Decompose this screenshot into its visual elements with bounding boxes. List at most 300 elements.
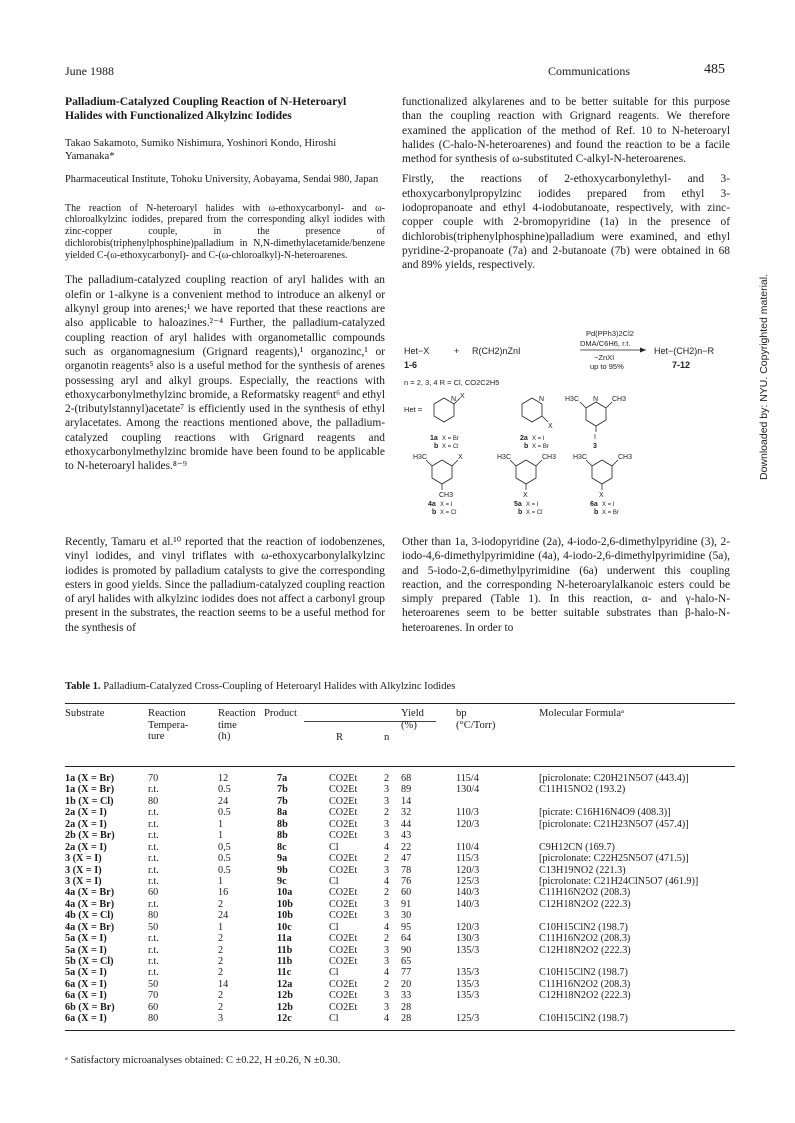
cell-substrate: 2b (X = Br)	[65, 830, 115, 842]
structure-5	[510, 460, 542, 490]
cell-time: 0,5	[218, 841, 231, 853]
cell-product: 9c	[277, 875, 287, 887]
article-abstract: The reaction of N-heteroaryl halides with ω-ethoxycarbonyl- and ω-chloroalkylzinc iodides, prepared from the corresponding alkyl iodides with zinc-copper couple, in the presence of dichlorobis(triphenylphosphine)palladium in N,N-dimethylacetamide/benzene yielded C-(ω-ethoxycarbonyl)- and C-(ω-chloroalkyl)-N-heteroarenes.	[65, 202, 385, 261]
structure-3	[580, 402, 612, 432]
cell-substrate: 5b (X = Cl)	[65, 956, 114, 967]
cell-time: 3	[218, 1013, 224, 1025]
table-row	[65, 887, 735, 898]
cell-n: 2	[384, 887, 390, 899]
cell-n: 3	[384, 956, 390, 967]
cell-r: CO2Et	[329, 795, 358, 807]
cell-bp: 115/3	[456, 853, 479, 865]
cell-time: 2	[218, 956, 224, 967]
cell-yield: 47	[401, 853, 412, 865]
cell-product: 10b	[277, 910, 293, 922]
cell-n: 3	[384, 795, 390, 807]
cell-r: Cl	[329, 1013, 339, 1025]
th-time	[218, 708, 256, 743]
cell-yield: 95	[401, 921, 412, 933]
th-time-line2: time	[218, 719, 237, 731]
cell-n: 3	[384, 944, 390, 956]
compound-sub: X = Br	[442, 436, 459, 442]
compound-label: b	[524, 443, 529, 450]
cell-formula: C12H18N2O2 (222.3)	[539, 898, 631, 910]
cell-formula: C10H15ClN2 (198.7)	[539, 1013, 628, 1025]
cell-product: 10b	[277, 898, 293, 910]
scheme-catalyst: Pd(PPh3)2Cl2	[586, 329, 634, 338]
compound-label: 2a	[520, 435, 528, 442]
cell-bp: 125/3	[456, 875, 480, 887]
table-bottom-rule	[65, 1030, 735, 1031]
body-paragraph: Firstly, the reactions of 2-ethoxycarbonylethyl- and 3-ethoxycarbonylpropylzinc iodides prepared from ethyl 3-iodopropanoate and ethyl 4-iodobutanoate, respectively, with zinc-copper couple with 2-bromopyridine (1a) in the presence of dichlorobis(triphenylphosphine)palladium were examined, and ethyl pyridine-2-propanoate (7a) and 2-butanoate (7b) were obtained in 68 and 89% yields, respectively.	[402, 173, 730, 272]
cell-time: 2	[218, 1001, 224, 1013]
cell-product: 7a	[277, 773, 288, 784]
th-temp-line2: Tempera-	[148, 719, 189, 731]
cell-formula: [picrolonate: C20H21N5O7 (443.4)]	[539, 773, 689, 784]
cell-r: Cl	[329, 875, 339, 887]
article-affiliation: Pharmaceutical Institute, Tohoku University, Aobayama, Sendai 980, Japan	[65, 174, 379, 185]
cell-r: CO2Et	[329, 830, 358, 842]
scheme-label-product: 7-12	[672, 360, 691, 370]
scheme-byproduct: −ZnXI	[594, 353, 615, 362]
cell-r: CO2Et	[329, 818, 358, 830]
cell-substrate: 6a (X = I)	[65, 990, 107, 1002]
th-bp-line2: (°C/Torr)	[456, 719, 496, 731]
cell-temperature: r.t.	[148, 841, 159, 853]
cell-temperature: 80	[148, 795, 159, 807]
cell-yield: 33	[401, 990, 412, 1002]
cell-time: 0.5	[218, 784, 231, 796]
compound-sub: X = I	[532, 436, 545, 442]
cell-time: 1	[218, 818, 224, 830]
page-number: 485	[704, 62, 725, 77]
cell-r: CO2Et	[329, 773, 358, 784]
atom-label: N	[451, 396, 457, 403]
cell-bp: 140/3	[456, 898, 480, 910]
table-row	[65, 922, 735, 933]
cell-product: 7b	[277, 784, 288, 796]
cell-temperature: 50	[148, 978, 159, 990]
cell-temperature: 70	[148, 773, 159, 784]
cell-bp: 130/4	[456, 784, 480, 796]
cell-product: 12b	[277, 1001, 293, 1013]
compound-label: 1a	[430, 435, 438, 442]
cell-time: 1	[218, 875, 224, 887]
cell-r: CO2Et	[329, 807, 358, 819]
cell-yield: 28	[401, 1001, 412, 1013]
compound-label: b	[432, 509, 437, 516]
structure-1	[434, 398, 460, 422]
th-temp-line3: ture	[148, 731, 165, 742]
cell-r: CO2Et	[329, 944, 358, 956]
atom-label: I	[594, 434, 596, 441]
cell-yield: 28	[401, 1013, 412, 1025]
compound-label: 6a	[590, 501, 598, 508]
cell-n: 4	[384, 841, 390, 853]
cell-time: 14	[218, 978, 229, 990]
cell-substrate: 3 (X = I)	[65, 853, 102, 865]
cell-formula: C10H15ClN2 (198.7)	[539, 967, 628, 979]
th-substrate: Substrate	[65, 708, 105, 719]
table-footnote: ᵃ Satisfactory microanalyses obtained: C ±0.22, H ±0.26, N ±0.30.	[65, 1055, 341, 1066]
cell-r: CO2Et	[329, 784, 358, 796]
cell-n: 2	[384, 933, 390, 945]
reaction-scheme	[402, 329, 732, 525]
cell-r: CO2Et	[329, 1001, 358, 1013]
table-row	[65, 853, 735, 864]
article-title: Palladium-Catalyzed Coupling Reaction of N-Heteroaryl Halides with Functionalized Alkylzinc Iodides	[65, 95, 347, 122]
cell-time: 12	[218, 773, 229, 784]
cell-time: 2	[218, 944, 224, 956]
table-row	[65, 1002, 735, 1013]
atom-label: H3C	[413, 454, 428, 461]
th-n: n	[384, 732, 390, 743]
cell-n: 3	[384, 818, 390, 830]
body-paragraph: Recently, Tamaru et al.¹⁰ reported that the reaction of iodobenzenes, vinyl iodides, and vinyl triflates with ω-ethoxycarbonylalkylzinc iodides is promoted by palladium catalysts to give the corresponding esters in good yields. Since the palladium-catalyzed coupling reaction of aryl halides with alkylzinc iodides does not affect a carbonyl group present in the substrates, the reaction seems to be a useful method for the synthesis of	[65, 536, 385, 634]
scheme-label-reactant: 1-6	[404, 360, 418, 370]
cell-substrate: 5a (X = I)	[65, 944, 107, 956]
cell-n: 3	[384, 898, 390, 910]
th-yield-line2: (%)	[401, 719, 417, 731]
cell-formula: C9H12CN (169.7)	[539, 841, 615, 853]
cell-product: 12a	[277, 978, 293, 990]
cell-substrate: 1a (X = Br)	[65, 784, 115, 796]
cell-r: CO2Et	[329, 910, 358, 922]
cell-yield: 68	[401, 773, 412, 784]
cell-substrate: 3 (X = I)	[65, 875, 102, 887]
compound-label: 5a	[514, 501, 522, 508]
cell-bp: 125/3	[456, 1013, 480, 1025]
cell-yield: 60	[401, 887, 412, 899]
th-r: R	[336, 732, 344, 743]
cell-yield: 76	[401, 875, 412, 887]
cell-n: 4	[384, 875, 390, 887]
compound-sub: X = I	[602, 502, 615, 508]
cell-n: 3	[384, 784, 390, 796]
cell-bp: 110/4	[456, 841, 479, 853]
th-bp	[456, 708, 495, 731]
cell-temperature: 70	[148, 990, 159, 1002]
cell-bp: 135/3	[456, 944, 480, 956]
body-paragraph: Other than 1a, 3-iodopyridine (2a), 4-iodo-2,6-dimethylpyridine (3), 2-iodo-4,6-dimethylpyrimidine (4a), 4-iodo-2,6-dimethylpyrimidine (5a), and 5-iodo-2,6-dimethylpyrimidine (6a) underwent this coupling reaction, and the corresponding N-heteroarylalkanoic esters could be simply prepared (Table 1). In this reaction, α- and γ-halo-N-heteroarenes seem to be better suitable substrates than β-halo-N-heteroarenes. In order to	[402, 536, 730, 634]
cell-product: 11b	[277, 944, 293, 956]
cell-temperature: r.t.	[148, 875, 159, 887]
compound-sub: X = Cl	[440, 510, 457, 516]
table-row	[65, 773, 735, 784]
cell-time: 0.5	[218, 864, 231, 876]
cell-yield: 90	[401, 944, 412, 956]
cell-bp: 120/3	[456, 818, 480, 830]
cell-n: 3	[384, 990, 390, 1002]
table-row	[65, 865, 735, 876]
table-caption	[65, 681, 455, 692]
cell-time: 2	[218, 967, 224, 979]
th-temp-line1: Reaction	[148, 708, 186, 719]
cell-yield: 89	[401, 784, 412, 796]
cell-formula: C11H15NO2 (193.2)	[539, 784, 626, 796]
atom-label: H3C	[565, 396, 580, 403]
compound-sub: X = Br	[602, 510, 619, 516]
table-row	[65, 876, 735, 887]
th-time-line3: (h)	[218, 731, 231, 742]
table-row	[65, 967, 735, 978]
compound-label: b	[518, 509, 523, 516]
cell-temperature: r.t.	[148, 956, 159, 967]
cell-formula: [picrolonate: C22H25N5O7 (471.5)]	[539, 853, 689, 865]
reaction-arrowhead	[640, 348, 646, 353]
atom-label: N	[539, 396, 545, 403]
cell-temperature: r.t.	[148, 830, 159, 842]
cell-product: 8b	[277, 818, 288, 830]
atom-label: CH3	[542, 454, 557, 461]
cell-time: 0.5	[218, 853, 231, 865]
scheme-plus: +	[454, 346, 460, 356]
right-column	[402, 95, 730, 273]
data-table	[65, 703, 735, 1031]
cell-formula: C13H19NO2 (221.3)	[539, 864, 626, 876]
cell-substrate: 2a (X = I)	[65, 841, 107, 853]
cell-substrate: 2a (X = I)	[65, 807, 107, 819]
cell-temperature: 60	[148, 1001, 159, 1013]
cell-substrate: 3 (X = I)	[65, 864, 102, 876]
table-row	[65, 819, 735, 830]
cell-n: 3	[384, 910, 390, 922]
table-row	[65, 933, 735, 944]
scheme-solvent: DMA/C6H6, r.t.	[580, 339, 631, 348]
cell-substrate: 5a (X = I)	[65, 967, 107, 979]
table-row	[65, 796, 735, 807]
cell-product: 12b	[277, 990, 293, 1002]
cell-temperature: r.t.	[148, 898, 159, 910]
cell-bp: 135/3	[456, 967, 480, 979]
cell-bp: 140/3	[456, 887, 480, 899]
cell-formula: C11H16N2O2 (208.3)	[539, 978, 631, 990]
cell-n: 4	[384, 921, 390, 933]
cell-temperature: 80	[148, 1013, 159, 1025]
atom-label: X	[548, 423, 553, 430]
cell-formula: C11H16N2O2 (208.3)	[539, 887, 631, 899]
table-row	[65, 979, 735, 990]
cell-temperature: r.t.	[148, 784, 159, 796]
body-paragraph: functionalized alkylarenes and to be better suitable for this purpose than the coupling reaction with Grignard reagents. We therefore examined the application of the method of Ref. 10 to N-heteroaryl halides (C-halo-N-heteroarenes) and found the reaction to be a facile method for synthesis of ω-substituted C-alkyl-N-heteroarenes.	[402, 96, 730, 166]
cell-yield: 20	[401, 978, 412, 990]
atom-label: X	[460, 393, 465, 400]
th-bp-line1: bp	[456, 708, 467, 719]
cell-substrate: 4a (X = Br)	[65, 887, 115, 899]
table-row	[65, 990, 735, 1001]
cell-time: 1	[218, 830, 224, 842]
left-column	[65, 95, 385, 474]
compound-label: 4a	[428, 501, 436, 508]
scheme-reactant-2: R(CH2)nZnI	[472, 346, 521, 356]
scheme-het-label: Het =	[404, 405, 423, 414]
cell-time: 2	[218, 933, 224, 945]
cell-product: 8a	[277, 807, 288, 819]
cell-substrate: 4a (X = Br)	[65, 921, 115, 933]
cell-product: 12c	[277, 1013, 292, 1025]
cell-r: CO2Et	[329, 887, 358, 899]
compound-label: b	[434, 443, 439, 450]
cell-yield: 14	[401, 795, 412, 807]
cell-substrate: 4b (X = Cl)	[65, 910, 114, 922]
cell-time: 2	[218, 990, 224, 1002]
article-authors: Takao Sakamoto, Sumiko Nishimura, Yoshinori Kondo, Hiroshi Yamanaka*	[65, 138, 337, 162]
table-caption-label: Table 1.	[65, 681, 101, 692]
cell-product: 11b	[277, 956, 293, 967]
compound-sub: X = Br	[532, 444, 549, 450]
table-row	[65, 784, 735, 795]
cell-formula: C10H15ClN2 (198.7)	[539, 921, 628, 933]
atom-label: X	[523, 492, 528, 499]
th-time-line1: Reaction	[218, 708, 256, 719]
table-row	[65, 899, 735, 910]
running-header-section: Communications	[548, 64, 630, 78]
compound-sub: X = I	[526, 502, 539, 508]
cell-time: 1	[218, 921, 224, 933]
cell-yield: 78	[401, 864, 412, 876]
body-paragraph: The palladium-catalyzed coupling reaction of aryl halides with an olefin or 1-alkyne is a convenient method to introduce an alkenyl or alkynyl group into arenes;¹ we have reported that these reactions are also applicable to haloazines.²⁻⁴ Further, the palladium-catalyzed coupling reaction of aryl halides with organometallic compounds such as organomagnesium (Grignard reagents),¹ organozinc,¹ or organotin reagents⁵ also is a useful method for the synthesis of arenes possessing aryl and alkyl groups. Especially, the reactions with ethoxycarbonylmethylzinc bromide, a Reformatsky reagent⁶ and ethyl 2-(tributylstannyl)acetate⁷ is efficiently used in the synthesis of ethyl arylacetates. Among the reactions mentioned above, the palladium-catalyzed coupling reactions with Grignard reagents and ethoxycarbonylmethylzinc bromide have been found to be applicable to N-heteroaryl halides.⁸⁻⁹	[65, 274, 385, 473]
cell-r: Cl	[329, 841, 339, 853]
cell-temperature: r.t.	[148, 967, 159, 979]
cell-substrate: 5a (X = I)	[65, 933, 107, 945]
cell-n: 3	[384, 830, 390, 842]
cell-yield: 64	[401, 933, 412, 945]
cell-temperature: r.t.	[148, 864, 159, 876]
atom-label: N	[593, 396, 599, 403]
cell-substrate: 6b (X = Br)	[65, 1001, 115, 1013]
running-header-date: June 1988	[65, 64, 114, 78]
cell-substrate: 6a (X = I)	[65, 978, 107, 990]
cell-temperature: r.t.	[148, 944, 159, 956]
table-row	[65, 830, 735, 841]
cell-temperature: 60	[148, 887, 159, 899]
cell-formula: C11H16N2O2 (208.3)	[539, 933, 631, 945]
download-watermark: Downloaded by: NYU. Copyrighted material.	[758, 273, 770, 480]
cell-n: 3	[384, 864, 390, 876]
cell-yield: 91	[401, 898, 412, 910]
compound-sub: X = Cl	[442, 444, 459, 450]
cell-bp: 130/3	[456, 933, 480, 945]
cell-temperature: 80	[148, 910, 159, 922]
cell-time: 0.5	[218, 807, 231, 819]
table-row	[65, 956, 735, 967]
cell-n: 2	[384, 853, 390, 865]
scheme-reactant-1: Het−X	[404, 346, 430, 356]
scheme-conditions: n = 2, 3, 4 R = Cl, CO2C2H5	[404, 378, 500, 387]
cell-substrate: 1b (X = Cl)	[65, 795, 114, 807]
cell-temperature: r.t.	[148, 853, 159, 865]
th-product: Product	[264, 708, 297, 719]
cell-formula: C12H18N2O2 (222.3)	[539, 944, 631, 956]
structure-6	[586, 460, 618, 490]
cell-product: 9b	[277, 864, 288, 876]
table-body	[65, 767, 735, 1025]
cell-n: 4	[384, 1013, 390, 1025]
cell-bp: 120/3	[456, 921, 480, 933]
table-row	[65, 945, 735, 956]
table-header	[65, 704, 735, 766]
cell-product: 11a	[277, 933, 292, 945]
scheme-product: Het−(CH2)n−R	[654, 346, 715, 356]
structure-2	[522, 398, 548, 422]
cell-bp: 110/3	[456, 807, 479, 819]
atom-label: CH3	[439, 492, 454, 499]
cell-formula: C12H18N2O2 (222.3)	[539, 990, 631, 1002]
cell-yield: 32	[401, 807, 412, 819]
th-yield	[401, 708, 424, 731]
cell-n: 2	[384, 773, 390, 784]
cell-time: 24	[218, 910, 229, 922]
th-formula: Molecular Formulaᵃ	[539, 708, 624, 719]
structure-4	[426, 460, 458, 490]
atom-label: X	[599, 492, 604, 499]
cell-r: CO2Et	[329, 864, 358, 876]
cell-yield: 22	[401, 841, 412, 853]
cell-r: CO2Et	[329, 898, 358, 910]
atom-label: X	[458, 454, 463, 461]
cell-yield: 43	[401, 830, 412, 842]
cell-formula: [picrate: C16H16N4O9 (408.3)]	[539, 807, 671, 819]
cell-substrate: 4a (X = Br)	[65, 898, 115, 910]
th-temp	[148, 708, 188, 743]
cell-yield: 44	[401, 818, 412, 830]
cell-bp: 135/3	[456, 978, 480, 990]
cell-r: CO2Et	[329, 956, 358, 967]
cell-r: CO2Et	[329, 933, 358, 945]
cell-product: 9a	[277, 853, 288, 865]
table-caption-text: Palladium-Catalyzed Cross-Coupling of Heteroaryl Halides with Alkylzinc Iodides	[103, 681, 456, 692]
compound-label: b	[594, 509, 599, 516]
atom-label: H3C	[497, 454, 512, 461]
cell-temperature: r.t.	[148, 933, 159, 945]
cell-n: 3	[384, 1001, 390, 1013]
cell-r: Cl	[329, 921, 339, 933]
cell-product: 8b	[277, 830, 288, 842]
cell-formula: [picrolonate: C21H24ClN5O7 (461.9)]	[539, 875, 699, 887]
cell-n: 2	[384, 978, 390, 990]
cell-r: Cl	[329, 967, 339, 979]
cell-n: 4	[384, 967, 390, 979]
scheme-yield: up to 95%	[590, 362, 624, 371]
cell-bp: 135/3	[456, 990, 480, 1002]
compound-sub: X = Cl	[526, 510, 543, 516]
cell-substrate: 2a (X = I)	[65, 818, 107, 830]
cell-product: 10c	[277, 921, 292, 933]
cell-yield: 65	[401, 956, 412, 967]
cell-substrate: 1a (X = Br)	[65, 773, 115, 784]
cell-temperature: 50	[148, 921, 159, 933]
cell-time: 16	[218, 887, 229, 899]
table-row	[65, 1013, 735, 1024]
atom-label: H3C	[573, 454, 588, 461]
cell-yield: 77	[401, 967, 412, 979]
atom-label: CH3	[618, 454, 633, 461]
cell-formula: [picrolonate: C21H23N5O7 (457.4)]	[539, 818, 689, 830]
cell-temperature: r.t.	[148, 807, 159, 819]
cell-time: 2	[218, 898, 224, 910]
compound-sub: X = I	[440, 502, 453, 508]
table-row	[65, 842, 735, 853]
cell-r: CO2Et	[329, 978, 358, 990]
cell-temperature: r.t.	[148, 818, 159, 830]
cell-n: 2	[384, 807, 390, 819]
cell-r: CO2Et	[329, 853, 358, 865]
table-row	[65, 910, 735, 921]
compound-label: 3	[593, 443, 597, 450]
cell-bp: 120/3	[456, 864, 480, 876]
cell-r: CO2Et	[329, 990, 358, 1002]
th-yield-line1: Yield	[401, 708, 424, 719]
